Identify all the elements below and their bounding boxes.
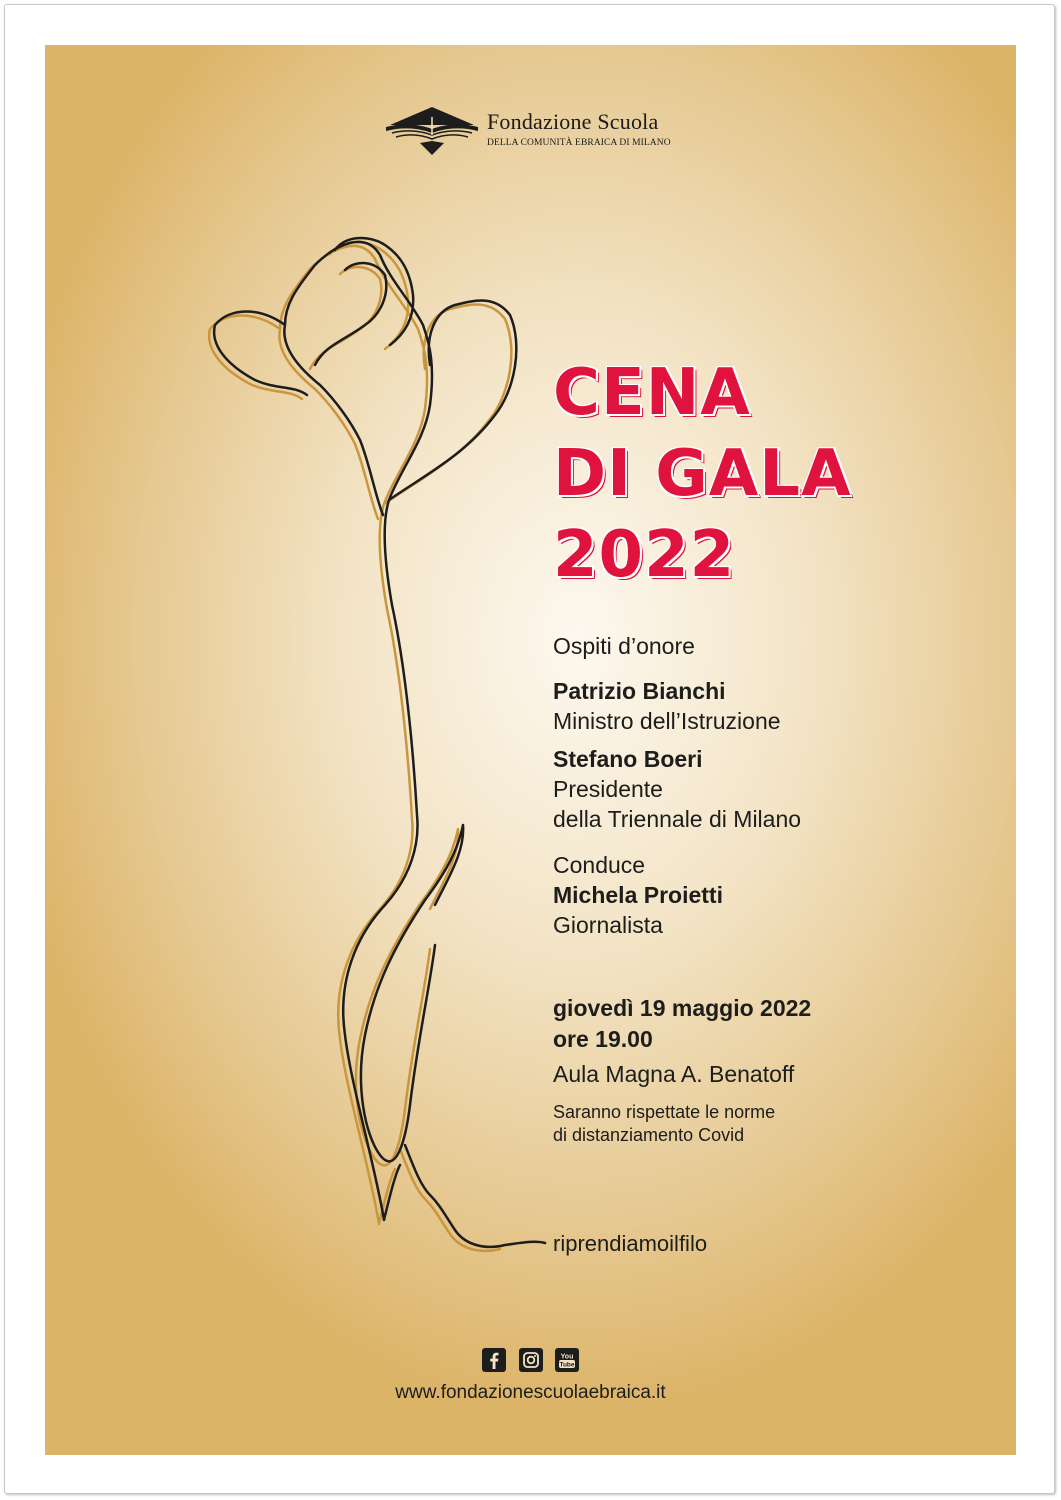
covid-note-line2: di distanziamento Covid (553, 1125, 745, 1145)
guests-heading: Ospiti d’onore (553, 633, 695, 659)
guest2-role-line1: Presidente (553, 776, 663, 802)
website-link[interactable]: www.fondazionescuolaebraica.it (395, 1382, 666, 1403)
event-time: ore 19.00 (553, 1026, 653, 1052)
guest1-name: Patrizio Bianchi (553, 678, 726, 704)
tulip-line-drawing (45, 45, 1016, 1455)
guest1-role: Ministro dell’Istruzione (553, 708, 781, 734)
covid-note-line1: Saranno rispettate le norme (553, 1102, 776, 1122)
instagram-icon[interactable] (519, 1348, 543, 1372)
hashtag: riprendiamoilfilo (553, 1231, 708, 1256)
guest2-name: Stefano Boeri (553, 746, 703, 772)
facebook-icon[interactable] (482, 1348, 506, 1372)
tulip-gold-shadow (209, 242, 511, 1251)
host-heading: Conduce (553, 852, 646, 878)
svg-text:You: You (560, 1353, 574, 1361)
title-line-3: 2022 (553, 518, 736, 592)
event-venue: Aula Magna A. Benatoff (553, 1061, 795, 1087)
logo-name: Fondazione Scuola (487, 109, 659, 134)
logo-subtitle: DELLA COMUNITÀ EBRAICA DI MILANO (487, 138, 671, 148)
poster (45, 45, 1016, 1455)
svg-text:Tube: Tube (559, 1361, 575, 1369)
title-line-1: CENA (553, 356, 751, 430)
youtube-icon[interactable] (555, 1348, 579, 1372)
host-role: Giornalista (553, 912, 663, 938)
host-name: Michela Proietti (553, 882, 723, 908)
title-line-2: DI GALA (553, 437, 852, 511)
event-date: giovedì 19 maggio 2022 (553, 995, 812, 1021)
guest2-role-line2: della Triennale di Milano (553, 806, 802, 832)
